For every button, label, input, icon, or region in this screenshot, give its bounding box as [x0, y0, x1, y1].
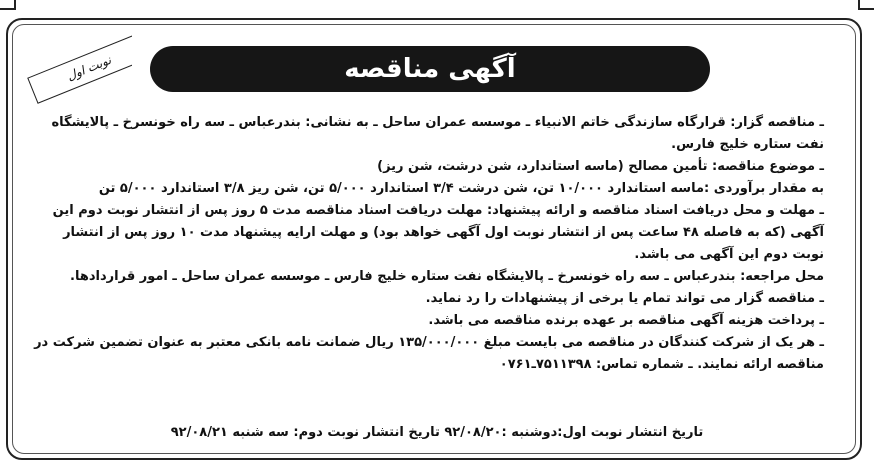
top-right-rule [858, 0, 874, 10]
paragraph-guarantee: ـ هر یک از شرکت کنندگان در مناقصه می بایست مبلغ ۱۳۵/۰۰۰/۰۰۰ ریال ضمانت نامه بانکی معتبر به عنوان تضمین شرکت در مناقصه ارائه نمایند. ـ شماره تماس: ۷۵۱۱۳۹۸ـ۰۷۶۱ [34, 335, 824, 372]
paragraph-quantity: به مقدار برآوردی :ماسه استاندارد ۱۰/۰۰۰ تن، شن درشت ۳/۴ استاندارد ۵/۰۰۰ تن، شن ریز ۳/۸ استاندارد ۵/۰۰۰ تن [98, 181, 824, 196]
notice-title: آگهی مناقصه [344, 54, 516, 84]
paragraph-tenderer: ـ مناقصه گزار: قرارگاه سازندگی خاتم الانبیاء ـ موسسه عمران ساحل ـ به نشانی: بندرعباس ـ سه راه خونسرخ ـ پالایشگاه نفت ستاره خلیج فارس. [51, 115, 824, 152]
top-left-rule [0, 0, 16, 10]
paragraph-deadline: ـ مهلت و محل دریافت اسناد مناقصه و ارائه پیشنهاد: مهلت دریافت اسناد مناقصه مدت ۵ روز پس از انتشار نوبت دوم این آگهی (که به فاصله ۴۸ ساعت پس از انتشار نوبت اول آگهی خواهد بود) و مهلت ارایه پیشنهاد مدت ۱۰ روز پس از انتشار نوبت دوم این آگهی می باشد. [52, 203, 824, 262]
notice-title-bar [150, 46, 710, 92]
paragraph-address: محل مراجعه: بندرعباس ـ سه راه خونسرخ ـ پالایشگاه نفت ستاره خلیج فارس ـ موسسه عمران ساحل ـ امور قراردادها. [70, 269, 824, 284]
paragraph-subject: ـ موضوع مناقصه: تأمین مصالح (ماسه استاندارد، شن درشت، شن ریز) [377, 159, 824, 174]
publication-dates: تاریخ انتشار نوبت اول:دوشنبه :۹۲/۰۸/۲۰ تاریخ انتشار نوبت دوم: سه شنبه ۹۲/۰۸/۲۱ [170, 425, 704, 440]
paragraph-rejection-right: ـ مناقصه گزار می تواند تمام یا برخی از پیشنهادات را رد نماید. [425, 291, 824, 306]
badge-ribbon [22, 24, 132, 104]
notice-body [28, 112, 824, 376]
badge-label: نوبت اول [27, 32, 132, 104]
paragraph-ad-cost: ـ پرداخت هزینه آگهی مناقصه بر عهده برنده مناقصه می باشد. [428, 313, 824, 328]
